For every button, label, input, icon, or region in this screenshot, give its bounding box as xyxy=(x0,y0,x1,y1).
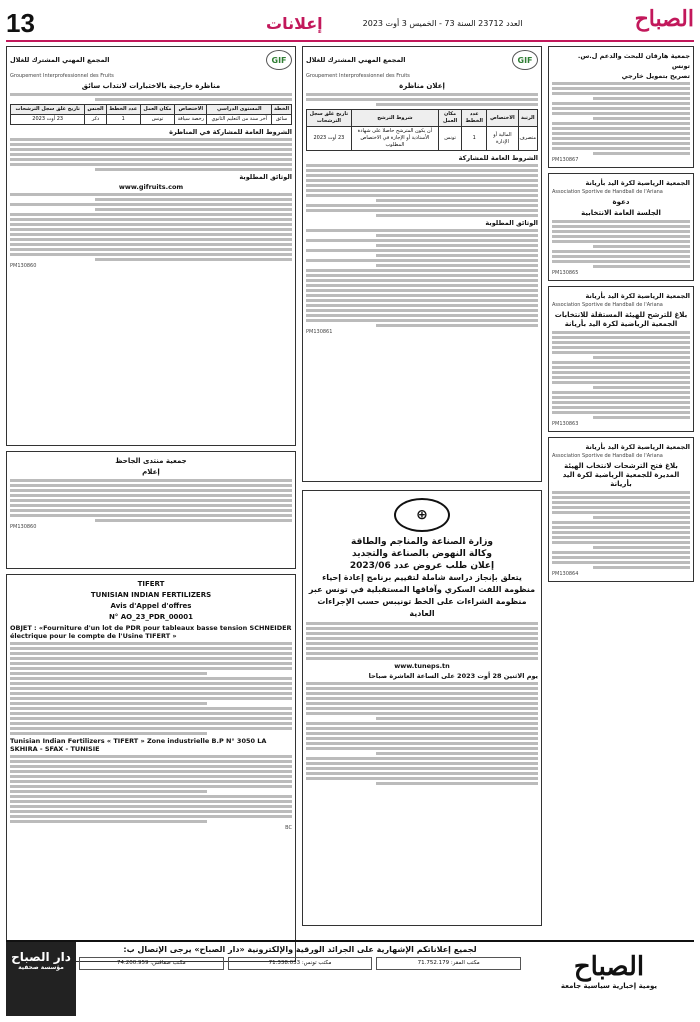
agency-name: وكالة النهوض بالصناعة والتجديد xyxy=(352,549,492,559)
footer-contacts xyxy=(76,942,524,1016)
ad-association-harqan xyxy=(548,46,694,168)
emblem-icon: ⊕ xyxy=(394,498,450,532)
ad-ref: PM130863 xyxy=(552,421,579,427)
footer-logo: الصباح يومية إخبارية سياسية جامعة xyxy=(560,952,658,990)
ad-subtitle: الجلسة العامة الانتخابية xyxy=(581,209,661,217)
ad-title: جمعية منتدى الجاحظ xyxy=(115,457,187,465)
section-title: إعلانات xyxy=(266,13,323,33)
org-name-fr: Groupement Interprofessionnel des Fruits xyxy=(306,73,410,79)
org-name: المجمع المهني المشترك للغلال xyxy=(306,56,406,64)
page-footer xyxy=(6,940,694,1016)
ad-handball-board xyxy=(548,437,694,582)
office-tunis: مكتب تونس: 71.338.033 xyxy=(228,957,373,970)
gif-logo-icon: GIF xyxy=(512,50,538,70)
ad-tender-industry xyxy=(302,490,542,926)
ad-subtitle-2: تصريح بتمويل خارجي xyxy=(621,72,690,80)
tender-website: www.tuneps.tn xyxy=(394,662,450,670)
ministry-name: وزارة الصناعة والمناجم والطاقة xyxy=(351,537,493,547)
ad-ref: BC xyxy=(285,825,292,831)
ad-handball-invite xyxy=(548,173,694,281)
column-middle-top xyxy=(302,46,542,486)
ad-org: الجمعية الرياضية لكرة اليد بأريانة xyxy=(585,179,690,187)
tender-deadline: يوم الاثنين 28 أوت 2023 على الساعة العاشرة صباحا xyxy=(368,672,538,680)
conditions-heading: الشروط العامة للمشاركة في المناظرة xyxy=(169,128,292,136)
ad-driver-competition xyxy=(6,46,296,446)
tifert-avis: Avis d'Appel d'offres xyxy=(110,602,192,610)
ad-org-fr: Association Sportive de Handball de l'Ariana xyxy=(552,302,663,308)
tifert-logo: TIFERT xyxy=(137,580,165,588)
ad-title: جمعية هارقان للبحث والدعم ل.س. xyxy=(577,52,690,60)
ad-ref: PM130861 xyxy=(306,329,333,335)
column-left xyxy=(6,46,296,966)
org-name-fr: Groupement Interprofessionnel des Fruits xyxy=(10,73,114,79)
ad-subtitle: إعلام xyxy=(142,468,160,476)
ad-ref: PM130860 xyxy=(10,524,37,530)
conditions-heading: الشروط العامة للمشاركة xyxy=(458,154,538,162)
driver-table: الخطة المستوى الدراسي الاختصاص مكان العمل عدد الخطط الجنس تاريخ غلق سجل الترشحات سائق آخر سنة من التعليم الثانوي رخصة سياقة تونس 1 ذكر 23 أوت 2023 xyxy=(10,104,292,125)
ad-ref: PM130864 xyxy=(552,571,579,577)
tifert-fullname: TUNISIAN INDIAN FERTILIZERS xyxy=(90,591,212,599)
ad-org-fr: Association Sportive de Handball de l'Ariana xyxy=(552,453,663,459)
ad-title: بلاغ فتح الترشحات لانتخاب الهيئة المديرة للجمعية الرياضية لكرة اليد بأريانة xyxy=(562,462,680,488)
tender-subject: يتعلق بإنجاز دراسة شاملة لتقييم برنامج إعادة إحياء منظومة اللفت السكري وآفاقها المستقبلية في تونس عبر منظومة الشراءات على الخط تونيبس حسب الإجراءات العادية xyxy=(308,573,536,618)
tender-number: إعلان طلب عروض عدد 2023/06 xyxy=(349,561,495,571)
ad-org: الجمعية الرياضية لكرة اليد بأريانة xyxy=(585,443,690,451)
ad-ref: PM130865 xyxy=(552,270,579,276)
ad-title: إعلان مناظرة xyxy=(399,82,445,90)
column-middle-bottom xyxy=(302,490,542,930)
ad-ref: PM130867 xyxy=(552,157,579,163)
office-hq: مكتب المقر: 71.752.179 xyxy=(376,957,521,970)
ad-tifert xyxy=(6,574,296,962)
tifert-address: Tunisian Indian Fertilizers « TIFERT » Zone industrielle B.P N° 3050 LA SKHIRA - SFAX - TUNISIE xyxy=(10,737,267,753)
footer-title: لجميع إعلاناتكم الإشهارية على الجرائد الورقية والإلكترونية «دار الصباح» يرجى الإتصال ب: xyxy=(123,945,477,954)
ad-handball-election xyxy=(548,286,694,432)
office-sfax: مكتب صفاقس: 74.200.959 xyxy=(79,957,224,970)
competition-table: الرتبة الاختصاص عدد الخطط مكان العمل شروط الترشح تاريخ غلق سجل الترشحات متصرف المالية أو الإدارة 1 تونس أن يكون المترشح حاصلا على شهادة الأستاذية أو الإجازة في الاختصاص المطلوب 23 أوت 2023 xyxy=(306,109,538,151)
ad-subtitle: تونس xyxy=(671,62,690,70)
page-number: 13 xyxy=(6,7,35,38)
issue-info: العدد 23712 السنة 73 - الخميس 3 أوت 2023 xyxy=(362,18,523,28)
org-header xyxy=(306,50,538,70)
ad-title: بلاغ للترشح للهيئة المستقلة للانتخابات الجمعية الرياضية لكرة اليد بأريانة xyxy=(554,311,688,328)
docs-heading: الوثائق المطلوبة xyxy=(485,219,538,227)
ad-org-fr: Association Sportive de Handball de l'Ariana xyxy=(552,189,663,195)
ad-title: مناظرة خارجية بالاختبارات لانتداب سائق xyxy=(81,82,221,90)
column-right xyxy=(548,46,694,931)
ad-title: دعوة xyxy=(612,198,630,206)
ad-competition-gif xyxy=(302,46,542,482)
gif-website: www.gifruits.com xyxy=(118,183,184,191)
page-header xyxy=(6,6,694,42)
footer-side-brand: دار الصباح مؤسسة صحفية xyxy=(6,942,76,1016)
tifert-number: N° AO_23_PDR_00001 xyxy=(108,613,194,621)
ad-forum-jahedh xyxy=(6,451,296,569)
org-name: المجمع المهني المشترك للغلال xyxy=(10,56,110,64)
masthead-logo: الصباح xyxy=(634,6,694,32)
ad-ref: PM130860 xyxy=(10,263,37,269)
docs-heading: الوثائق المطلوبة xyxy=(239,173,292,181)
tifert-objet: OBJET : «Fourniture d'un lot de PDR pour tableaux basse tension SCHNEIDER électrique pour le compte de l'Usine TIFERT » xyxy=(10,624,292,640)
ad-org: الجمعية الرياضية لكرة اليد بأريانة xyxy=(585,292,690,300)
org-header xyxy=(10,50,292,70)
gif-logo-icon: GIF xyxy=(266,50,292,70)
